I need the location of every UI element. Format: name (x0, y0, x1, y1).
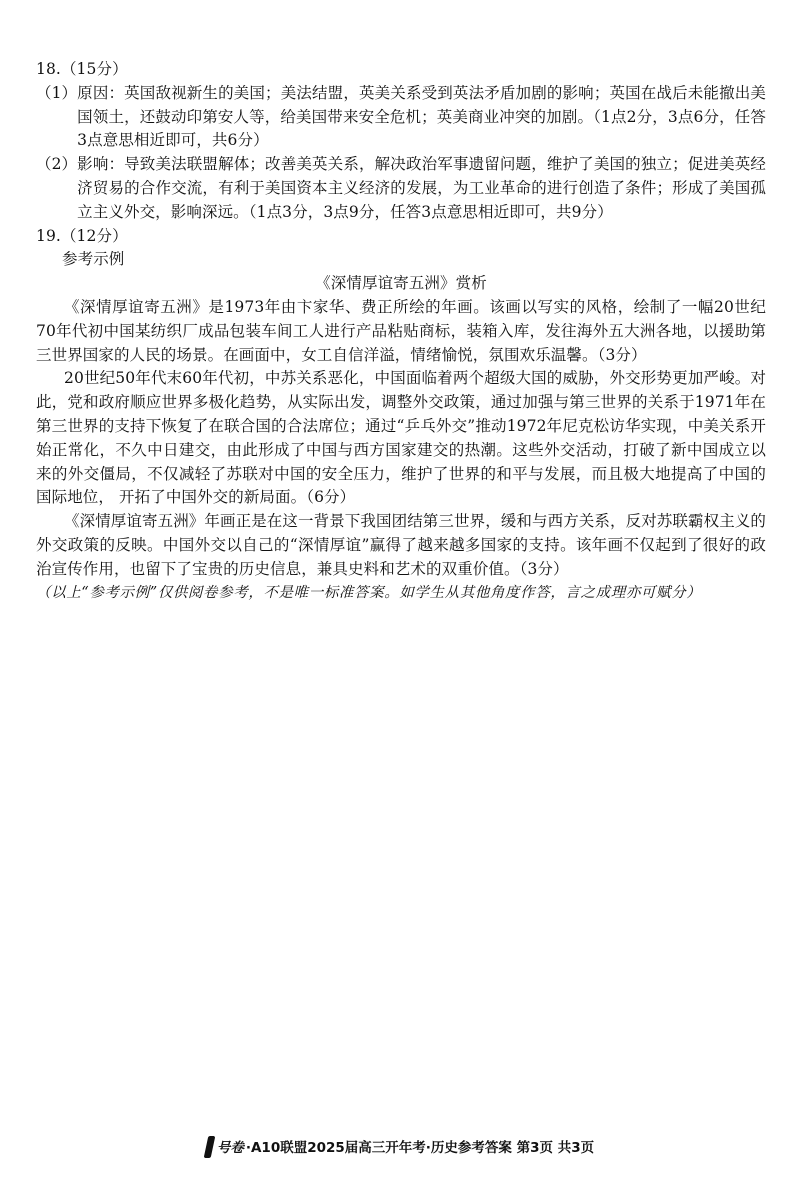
essay-paragraph-2: 20世纪50年代末60年代初，中苏关系恶化，中国面临着两个超级大国的威胁，外交形势更加严峻。对此，党和政府顺应世界多极化趋势，从实际出发，调整外交政策，通过加强与第三世界的关系于1971年在第三世界的支持下恢复了在联合国的合法席位；通过“乒乓外交”推动1972年尼克松访华实现，中美关系开始正常化，不久中日建交，由此形成了中国与西方国家建交的热潮。这些外交活动，打破了新中国成立以来的外交僵局，不仅减轻了苏联对中国的安全压力，维护了世界的和平与发展，而且极大地提高了中国的国际地位， 开拓了中国外交的新局面。（6分） (36, 369, 766, 507)
question-18-heading: 18.（15分） (36, 60, 128, 78)
answer-number: （1） (36, 83, 78, 102)
essay-paragraph-1: 《深情厚谊寄五洲》是1973年由卞家华、费正所绘的年画。该画以写实的风格，绘制了一幅20世纪70年代初中国某纺织厂成品包装车间工人进行产品粘贴商标，装箱入库，发往海外五大洲各地，以援助第三世界国家的人民的场景。在画面中，女工自信洋溢，情绪愉悦，氛围欢乐温馨。（3分） (36, 297, 766, 364)
brand-logo-text: 号卷 (216, 1140, 244, 1156)
essay-title: 《深情厚谊寄五洲》赏析 (315, 274, 487, 293)
footer-text: ·A10联盟2025届高三开年考·历史参考答案 第3页 共3页 (245, 1140, 595, 1156)
page-footer (0, 1136, 800, 1158)
reference-example-label: 参考示例 (62, 250, 125, 269)
answer-number: （2） (36, 155, 78, 174)
answer-content (36, 58, 766, 605)
essay-paragraph-3: 《深情厚谊寄五洲》年画正是在这一背景下我国团结第三世界，缓和与西方关系，反对苏联霸权主义的外交政策的反映。中国外交以自己的“深情厚谊”赢得了越来越多国家的支持。该年画不仅起到了很好的政治宣传作用，也留下了宝贵的历史信息，兼具史料和艺术的双重价值。（3分） (36, 512, 767, 578)
brand-logo-icon (204, 1136, 216, 1158)
question-19-heading: 19.（12分） (36, 226, 128, 245)
grading-remark: （以上“参考示例”仅供阅卷参考，不是唯一标准答案。如学生从其他角度作答，言之成理亦可赋分） (36, 584, 702, 601)
answer-text: 原因：英国敌视新生的美国；美法结盟，英美关系受到英法矛盾加剧的影响；英国在战后未能撤出美国领土，还鼓动印第安人等，给美国带来安全危机；英美商业冲突的加剧。（1点2分，3点6分，任答3点意思相近即可，共6分） (77, 83, 766, 150)
question-18-answer-1 (36, 82, 766, 153)
answer-text: 影响：导致美法联盟解体；改善美英关系，解决政治军事遗留问题，维护了美国的独立；促进美英经济贸易的合作交流，有利于美国资本主义经济的发展，为工业革命的进行创造了条件；形成了美国孤立主义外交，影响深远。（1点3分，3点9分，任答3点意思相近即可，共9分） (77, 155, 766, 221)
question-18-answer-2 (36, 153, 766, 224)
